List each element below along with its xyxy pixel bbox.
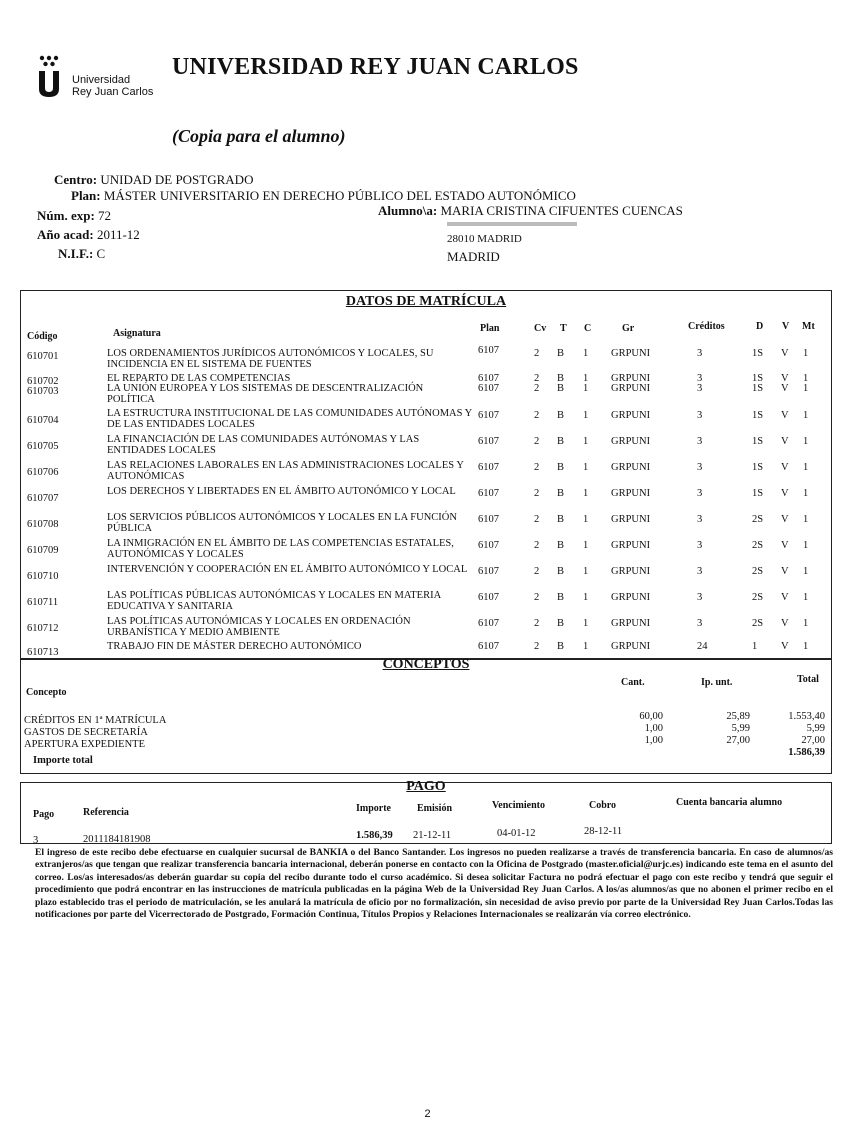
alumno-line: Alumno\a: MARIA CRISTINA CIFUENTES CUENCAS (378, 203, 683, 218)
address-city-line: 28010 MADRID (447, 233, 522, 245)
plan-line: Plan: MÁSTER UNIVERSITARIO EN DERECHO PÚBLICO DEL ESTADO AUTONÓMICO (71, 188, 576, 203)
university-title: UNIVERSIDAD REY JUAN CARLOS (172, 54, 579, 80)
logo-text: Universidad Rey Juan Carlos (72, 74, 154, 98)
col-cv: Cv (534, 323, 547, 334)
year-line: Año acad: 2011-12 (37, 227, 140, 242)
col-concepto: Concepto (26, 687, 67, 698)
col-d: D (756, 321, 764, 332)
col-t: T (560, 323, 567, 334)
pago-title: PAGO (406, 779, 446, 794)
matricula-table: DATOS DE MATRÍCULA Código Asignatura Plan Cv T C Gr Créditos D V Mt 610701 LOS ORDENAMIENTOS JURÍDICOS AUTONÓMICOS Y LOCALES, SU INCIDENCIA EN EL SISTEMA DE FUENTES 6107 2 B 1 GRPUNI 3 1S V 1 610702 EL REPARTO DE LAS COMPETENCIAS 6107 2 B 1 GRPUNI 3 1S V 1 610703 LA UNIÓN EUROPEA Y LOS SISTEMAS DE DESCENTRALIZACIÓN POLÍTICA 6107 2 B 1 GRPUNI 3 1S V 1 610704 LA ESTRUCTURA INSTITUCIONAL DE LAS COMUNIDADES AUTÓNOMAS Y DE LAS ENTIDADES LOCALES 6107 2 B 1 GRPUNI 3 1S V 1 610705 LA FINANCIACIÓN DE LAS COMUNIDADES AUTÓNOMAS Y LAS ENTIDADES LOCALES 6107 2 B 1 GRPUNI 3 1S V 1 610706 LAS RELACIONES LABORALES EN LAS ADMINISTRACIONES LOCALES Y AUTONÓMICAS 6107 2 B 1 GRPUNI 3 1S V 1 610707 LOS DERECHOS Y LIBERTADES EN EL ÁMBITO AUTONÓMICO Y LOCAL 6107 2 B 1 GRPUNI 3 1S V 1 610708 LOS SERVICIOS PÚBLICOS AUTONÓMICOS Y LOCALES EN LA FUNCIÓN PÚBLICA 6107 2 B 1 GRPUNI 3 2S V 1 610709 LA INMIGRACIÓN EN EL ÁMBITO DE LAS COMPETENCIAS ESTATALES, AUTONÓMICAS Y LOCALES 6107 2 B 1 GRPUNI 3 2S V 1 610710 INTERVENCIÓN Y COOPERACIÓN EN EL ÁMBITO AUTONÓMICO Y LOCAL 6107 2 B 1 GRPUNI 3 2S V 1 610711 LAS POLÍTICAS PÚBLICAS AUTONÓMICAS Y LOCALES EN MATERIA EDUCATIVA Y SANITARIA 6107 2 B 1 GRPUNI 3 2S V 1 610712 LAS POLÍTICAS AUTONÓMICAS Y LOCALES EN ORDENACIÓN URBANÍSTICA Y MEDIO AMBIENTE 6107 2 B 1 GRPUNI 3 2S V 1 610713 TRABAJO FIN DE MÁSTER DERECHO AUTONÓMICO 6107 2 B 1 GRPUNI 24 1 V 1 (20, 290, 832, 660)
col-vencimiento: Vencimiento (492, 800, 545, 811)
nif-line: N.I.F.: C (58, 246, 106, 261)
pago-table (20, 779, 832, 846)
col-gr: Gr (622, 323, 635, 334)
col-plan: Plan (480, 323, 500, 334)
col-codigo: Código (27, 331, 58, 342)
col-total: Total (797, 674, 819, 685)
col-ip: Ip. unt. (701, 677, 733, 688)
importe-total-row: Importe total 1.586,39 (33, 747, 825, 766)
concepto-row: GASTOS DE SECRETARÍA 1,00 5,99 5,99 (24, 723, 825, 738)
university-logo-icon (36, 55, 62, 99)
centro-line: Centro: UNIDAD DE POSTGRADO (54, 172, 254, 187)
copy-title: (Copia para el alumno) (172, 126, 346, 146)
col-pago: Pago (33, 809, 55, 820)
address-city: MADRID (447, 249, 500, 264)
conceptos-table (20, 658, 832, 774)
col-referencia: Referencia (83, 807, 129, 818)
matricula-title: DATOS DE MATRÍCULA (345, 294, 507, 309)
concepto-row: APERTURA EXPEDIENTE 1,00 27,00 27,00 (24, 735, 825, 750)
concepto-row: CRÉDITOS EN 1ª MATRÍCULA 60,00 25,89 1.553,40 (24, 711, 825, 726)
pago-row: 3 2011184181908 1.586,39 21-12-11 04-01-12 28-12-11 (33, 826, 623, 846)
col-c: C (584, 323, 592, 334)
col-emision: Emisión (417, 803, 453, 814)
redacted-address (447, 222, 577, 226)
conceptos-title: CONCEPTOS (382, 657, 470, 672)
col-cant: Cant. (621, 677, 645, 688)
exp-line: Núm. exp: 72 (37, 208, 112, 223)
col-importe: Importe (356, 803, 391, 814)
col-mt: Mt (802, 321, 815, 332)
col-creditos: Créditos (688, 321, 725, 332)
col-v: V (782, 321, 790, 332)
col-cuenta: Cuenta bancaria alumno (676, 797, 783, 808)
legal-notice: El ingreso de este recibo debe efectuarse en cualquier sucursal de BANKIA o del Banco Santander. Los ingresos no pueden realizarse a través de transferencia bancaria. En caso de alumnos/as extranjeros/as que tengan que realizar transferencia bancaria internacional, deberán ponerse en contacto con la Oficina de Postgrado (master.oficial@urjc.es) indicando este tema en el asunto del correo. Los/as interesados/as deberán guardar su copia del recibo durante todo el curso académico. Si desea solicitar Factura no podrá efectuar el pago con este recibo y tendrá que seguir el procedimiento que podrá encontrar en las instrucciones de matrícula publicadas en la página Web de la Universidad Rey Juan Carlos. A los/as alumnos/as que no abonen el primer recibo en el plazo establecido tras el periodo de matriculación, se les anulará la matrícula de oficio por no formalización, sin necesidad de aviso previo por parte de la Universidad Rey Juan Carlos.Todas las notificaciones por parte del Vicerrectorado de Postgrado, Formación Continua, Títulos Propios y Relaciones Internacionales se realizarán vía correo electrónico. (35, 847, 833, 921)
page-number: 2 (424, 1108, 431, 1120)
col-cobro: Cobro (589, 800, 617, 811)
col-asignatura: Asignatura (113, 328, 161, 339)
